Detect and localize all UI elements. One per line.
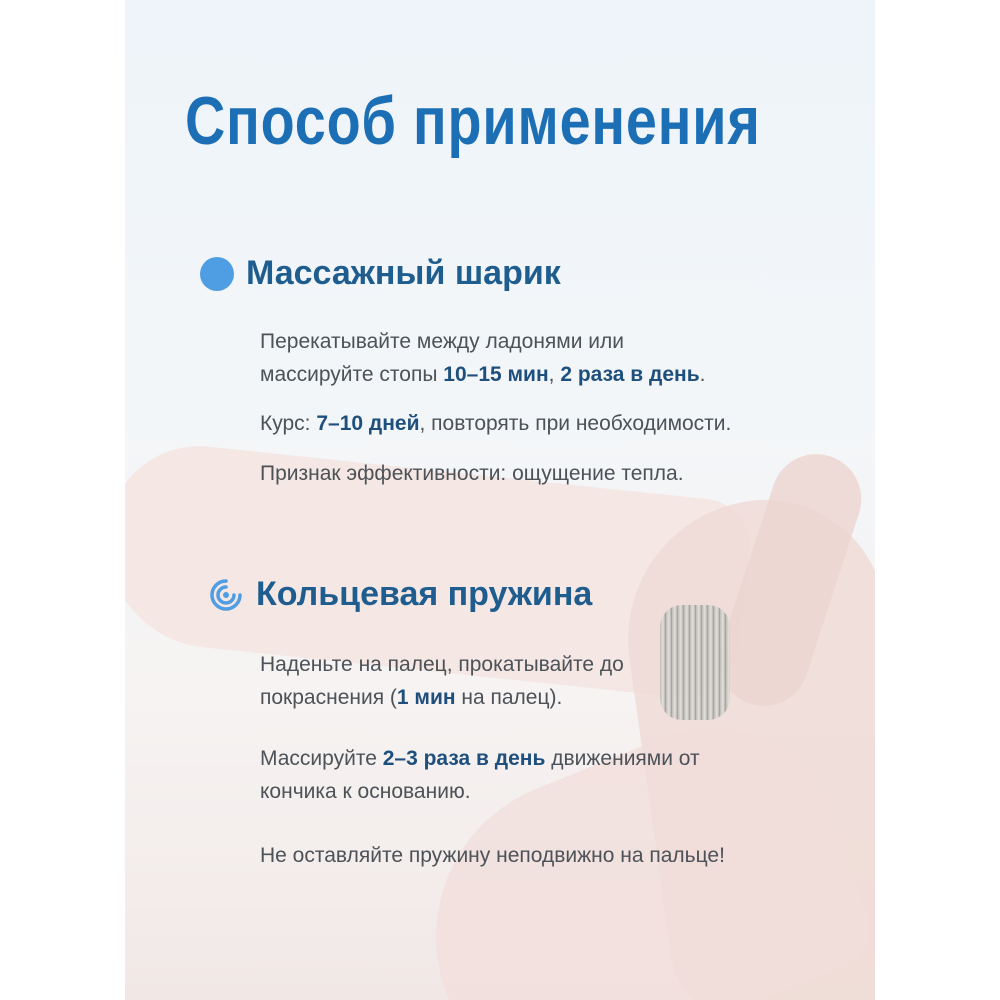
text-part: Не оставляйте пружину неподвижно на пальце!: [260, 844, 725, 867]
text-part: Массируйте: [260, 747, 383, 770]
text-part: , повторять при необходимости.: [419, 412, 732, 435]
text-part: ,: [548, 363, 561, 386]
emphasis-frequency: 2 раза в день: [560, 363, 700, 386]
emphasis-frequency: 2–3 раза в день: [382, 747, 546, 770]
emphasis-duration: 1 мин: [396, 686, 456, 709]
section-heading-ball: [200, 254, 561, 293]
instruction-paragraph: [260, 325, 860, 391]
emphasis-course: 7–10 дней: [316, 412, 420, 435]
instruction-paragraph: [260, 742, 860, 808]
text-part: движениями от кончика к основанию.: [260, 747, 700, 803]
blue-dot-icon: [200, 257, 234, 291]
instruction-paragraph: [260, 457, 860, 490]
text-part: на палец).: [455, 686, 563, 709]
text-part: Признак эффективности: ощущение тепла.: [260, 462, 684, 485]
page-title: Способ применения: [185, 83, 761, 159]
section-heading-label: Кольцевая пружина: [256, 575, 593, 613]
warning-paragraph: [260, 839, 860, 872]
text-part: Наденьте на палец, прокатывайте до покраснения (: [260, 653, 624, 709]
section-heading-label: Массажный шарик: [246, 254, 561, 292]
instruction-paragraph: [260, 407, 860, 440]
text-part: Перекатывайте между ладонями или массируйте стопы: [260, 330, 625, 386]
emphasis-duration: 10–15 мин: [443, 363, 549, 386]
swirl-icon: [208, 577, 244, 613]
text-part: .: [699, 363, 706, 386]
section-heading-spring: [208, 575, 592, 614]
text-part: Курс:: [260, 412, 317, 435]
instruction-paragraph: [260, 648, 860, 714]
